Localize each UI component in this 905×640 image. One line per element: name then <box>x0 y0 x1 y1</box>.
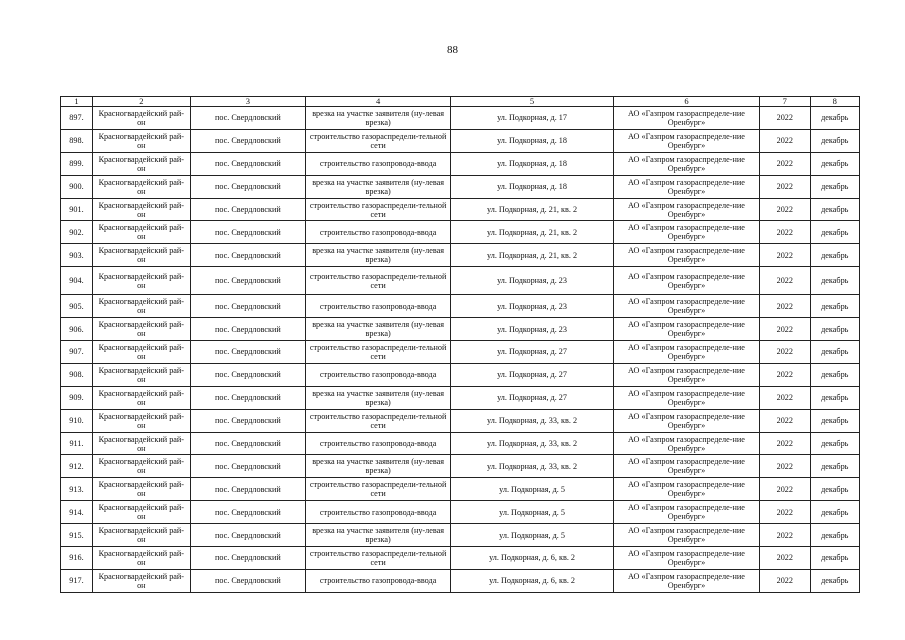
settlement-cell: пос. Свердловский <box>190 455 305 478</box>
page-number: 88 <box>447 44 458 56</box>
table-row <box>61 267 860 295</box>
organization-cell: АО «Газпром газораспределе-ние Оренбург» <box>613 455 759 478</box>
month-cell: декабрь <box>810 152 859 175</box>
month-cell: декабрь <box>810 221 859 244</box>
address-cell: ул. Подкорная, д. 23 <box>451 267 614 295</box>
organization-cell: АО «Газпром газораспределе-ние Оренбург» <box>613 175 759 198</box>
organization-cell: АО «Газпром газораспределе-ние Оренбург» <box>613 547 759 570</box>
month-cell: декабрь <box>810 267 859 295</box>
table-row <box>61 501 860 524</box>
settlement-cell: пос. Свердловский <box>190 244 305 267</box>
row-number: 917. <box>61 569 93 592</box>
year-cell: 2022 <box>760 267 810 295</box>
address-cell: ул. Подкорная, д. 5 <box>451 478 614 501</box>
address-cell: ул. Подкорная, д. 18 <box>451 129 614 152</box>
address-cell: ул. Подкорная, д. 27 <box>451 341 614 364</box>
work-type-cell: врезка на участке заявителя (ну-левая врезка) <box>306 318 451 341</box>
column-header-settlement: 3 <box>190 97 305 107</box>
district-cell: Красногвардейский рай-он <box>92 198 190 221</box>
year-cell: 2022 <box>760 295 810 318</box>
header-row <box>61 97 860 107</box>
row-number: 909. <box>61 386 93 409</box>
settlement-cell: пос. Свердловский <box>190 318 305 341</box>
month-cell: декабрь <box>810 244 859 267</box>
year-cell: 2022 <box>760 152 810 175</box>
row-number: 904. <box>61 267 93 295</box>
table-row <box>61 569 860 592</box>
organization-cell: АО «Газпром газораспределе-ние Оренбург» <box>613 107 759 130</box>
address-cell: ул. Подкорная, д. 5 <box>451 524 614 547</box>
column-header-work: 4 <box>306 97 451 107</box>
month-cell: декабрь <box>810 386 859 409</box>
work-type-cell: врезка на участке заявителя (ну-левая врезка) <box>306 524 451 547</box>
year-cell: 2022 <box>760 129 810 152</box>
month-cell: декабрь <box>810 501 859 524</box>
address-cell: ул. Подкорная, д. 6, кв. 2 <box>451 547 614 570</box>
district-cell: Красногвардейский рай-он <box>92 295 190 318</box>
address-cell: ул. Подкорная, д. 5 <box>451 501 614 524</box>
table-row <box>61 341 860 364</box>
month-cell: декабрь <box>810 409 859 432</box>
district-cell: Красногвардейский рай-он <box>92 455 190 478</box>
settlement-cell: пос. Свердловский <box>190 267 305 295</box>
settlement-cell: пос. Свердловский <box>190 478 305 501</box>
year-cell: 2022 <box>760 198 810 221</box>
address-cell: ул. Подкорная, д. 33, кв. 2 <box>451 409 614 432</box>
settlement-cell: пос. Свердловский <box>190 501 305 524</box>
year-cell: 2022 <box>760 409 810 432</box>
district-cell: Красногвардейский рай-он <box>92 363 190 386</box>
address-cell: ул. Подкорная, д. 21, кв. 2 <box>451 244 614 267</box>
settlement-cell: пос. Свердловский <box>190 221 305 244</box>
table-row <box>61 318 860 341</box>
year-cell: 2022 <box>760 547 810 570</box>
month-cell: декабрь <box>810 318 859 341</box>
address-cell: ул. Подкорная, д. 18 <box>451 175 614 198</box>
work-type-cell: врезка на участке заявителя (ну-левая врезка) <box>306 175 451 198</box>
settlement-cell: пос. Свердловский <box>190 295 305 318</box>
work-type-cell: строительство газораспредели-тельной сети <box>306 341 451 364</box>
year-cell: 2022 <box>760 386 810 409</box>
district-cell: Красногвардейский рай-он <box>92 318 190 341</box>
row-number: 907. <box>61 341 93 364</box>
column-header-address: 5 <box>451 97 614 107</box>
year-cell: 2022 <box>760 524 810 547</box>
organization-cell: АО «Газпром газораспределе-ние Оренбург» <box>613 363 759 386</box>
work-type-cell: строительство газопровода-ввода <box>306 295 451 318</box>
column-header-organization: 6 <box>613 97 759 107</box>
month-cell: декабрь <box>810 455 859 478</box>
organization-cell: АО «Газпром газораспределе-ние Оренбург» <box>613 386 759 409</box>
district-cell: Красногвардейский рай-он <box>92 569 190 592</box>
month-cell: декабрь <box>810 569 859 592</box>
organization-cell: АО «Газпром газораспределе-ние Оренбург» <box>613 221 759 244</box>
year-cell: 2022 <box>760 432 810 455</box>
work-type-cell: строительство газопровода-ввода <box>306 432 451 455</box>
organization-cell: АО «Газпром газораспределе-ние Оренбург» <box>613 295 759 318</box>
table-row <box>61 409 860 432</box>
table-row <box>61 152 860 175</box>
year-cell: 2022 <box>760 244 810 267</box>
row-number: 915. <box>61 524 93 547</box>
organization-cell: АО «Газпром газораспределе-ние Оренбург» <box>613 152 759 175</box>
month-cell: декабрь <box>810 547 859 570</box>
district-cell: Красногвардейский рай-он <box>92 152 190 175</box>
work-type-cell: врезка на участке заявителя (ну-левая врезка) <box>306 107 451 130</box>
district-cell: Красногвардейский рай-он <box>92 478 190 501</box>
address-cell: ул. Подкорная, д. 17 <box>451 107 614 130</box>
table-header <box>61 97 860 107</box>
row-number: 899. <box>61 152 93 175</box>
district-cell: Красногвардейский рай-он <box>92 175 190 198</box>
column-header-district: 2 <box>92 97 190 107</box>
table-row <box>61 244 860 267</box>
organization-cell: АО «Газпром газораспределе-ние Оренбург» <box>613 432 759 455</box>
district-cell: Красногвардейский рай-он <box>92 409 190 432</box>
table-row <box>61 295 860 318</box>
work-type-cell: строительство газопровода-ввода <box>306 501 451 524</box>
settlement-cell: пос. Свердловский <box>190 341 305 364</box>
organization-cell: АО «Газпром газораспределе-ние Оренбург» <box>613 569 759 592</box>
district-cell: Красногвардейский рай-он <box>92 341 190 364</box>
month-cell: декабрь <box>810 363 859 386</box>
month-cell: декабрь <box>810 107 859 130</box>
table-row <box>61 198 860 221</box>
district-cell: Красногвардейский рай-он <box>92 221 190 244</box>
district-cell: Красногвардейский рай-он <box>92 386 190 409</box>
settlement-cell: пос. Свердловский <box>190 107 305 130</box>
month-cell: декабрь <box>810 175 859 198</box>
row-number: 906. <box>61 318 93 341</box>
row-number: 902. <box>61 221 93 244</box>
organization-cell: АО «Газпром газораспределе-ние Оренбург» <box>613 198 759 221</box>
row-number: 912. <box>61 455 93 478</box>
address-cell: ул. Подкорная, д. 21, кв. 2 <box>451 221 614 244</box>
year-cell: 2022 <box>760 221 810 244</box>
address-cell: ул. Подкорная, д. 33, кв. 2 <box>451 455 614 478</box>
work-type-cell: строительство газопровода-ввода <box>306 221 451 244</box>
row-number: 897. <box>61 107 93 130</box>
settlement-cell: пос. Свердловский <box>190 363 305 386</box>
table-row <box>61 478 860 501</box>
address-cell: ул. Подкорная, д. 18 <box>451 152 614 175</box>
address-cell: ул. Подкорная, д. 23 <box>451 295 614 318</box>
table-row <box>61 547 860 570</box>
settlement-cell: пос. Свердловский <box>190 524 305 547</box>
column-header-year: 7 <box>760 97 810 107</box>
address-cell: ул. Подкорная, д. 21, кв. 2 <box>451 198 614 221</box>
year-cell: 2022 <box>760 478 810 501</box>
month-cell: декабрь <box>810 478 859 501</box>
address-cell: ул. Подкорная, д. 33, кв. 2 <box>451 432 614 455</box>
column-header-month: 8 <box>810 97 859 107</box>
month-cell: декабрь <box>810 295 859 318</box>
district-cell: Красногвардейский рай-он <box>92 547 190 570</box>
organization-cell: АО «Газпром газораспределе-ние Оренбург» <box>613 341 759 364</box>
table-row <box>61 432 860 455</box>
row-number: 913. <box>61 478 93 501</box>
settlement-cell: пос. Свердловский <box>190 386 305 409</box>
work-type-cell: врезка на участке заявителя (ну-левая врезка) <box>306 244 451 267</box>
district-cell: Красногвардейский рай-он <box>92 432 190 455</box>
work-type-cell: строительство газораспредели-тельной сети <box>306 409 451 432</box>
month-cell: декабрь <box>810 198 859 221</box>
table-row <box>61 107 860 130</box>
address-cell: ул. Подкорная, д. 27 <box>451 363 614 386</box>
table-row <box>61 129 860 152</box>
work-type-cell: строительство газораспредели-тельной сети <box>306 129 451 152</box>
column-header-number: 1 <box>61 97 93 107</box>
settlement-cell: пос. Свердловский <box>190 409 305 432</box>
row-number: 910. <box>61 409 93 432</box>
settlement-cell: пос. Свердловский <box>190 129 305 152</box>
table-row <box>61 175 860 198</box>
row-number: 916. <box>61 547 93 570</box>
work-type-cell: строительство газопровода-ввода <box>306 152 451 175</box>
settlement-cell: пос. Свердловский <box>190 175 305 198</box>
work-type-cell: строительство газораспредели-тельной сети <box>306 478 451 501</box>
district-cell: Красногвардейский рай-он <box>92 501 190 524</box>
month-cell: декабрь <box>810 129 859 152</box>
organization-cell: АО «Газпром газораспределе-ние Оренбург» <box>613 129 759 152</box>
settlement-cell: пос. Свердловский <box>190 569 305 592</box>
work-type-cell: строительство газораспредели-тельной сети <box>306 198 451 221</box>
work-type-cell: строительство газораспредели-тельной сети <box>306 267 451 295</box>
year-cell: 2022 <box>760 107 810 130</box>
row-number: 911. <box>61 432 93 455</box>
year-cell: 2022 <box>760 455 810 478</box>
settlement-cell: пос. Свердловский <box>190 547 305 570</box>
work-type-cell: строительство газопровода-ввода <box>306 569 451 592</box>
district-cell: Красногвардейский рай-он <box>92 244 190 267</box>
year-cell: 2022 <box>760 363 810 386</box>
table-row <box>61 221 860 244</box>
organization-cell: АО «Газпром газораспределе-ние Оренбург» <box>613 267 759 295</box>
month-cell: декабрь <box>810 524 859 547</box>
table-row <box>61 524 860 547</box>
year-cell: 2022 <box>760 318 810 341</box>
address-cell: ул. Подкорная, д. 6, кв. 2 <box>451 569 614 592</box>
settlement-cell: пос. Свердловский <box>190 198 305 221</box>
settlement-cell: пос. Свердловский <box>190 152 305 175</box>
organization-cell: АО «Газпром газораспределе-ние Оренбург» <box>613 478 759 501</box>
district-cell: Красногвардейский рай-он <box>92 524 190 547</box>
row-number: 903. <box>61 244 93 267</box>
row-number: 908. <box>61 363 93 386</box>
year-cell: 2022 <box>760 175 810 198</box>
settlement-cell: пос. Свердловский <box>190 432 305 455</box>
work-type-cell: врезка на участке заявителя (ну-левая врезка) <box>306 386 451 409</box>
organization-cell: АО «Газпром газораспределе-ние Оренбург» <box>613 318 759 341</box>
address-cell: ул. Подкорная, д. 23 <box>451 318 614 341</box>
row-number: 900. <box>61 175 93 198</box>
year-cell: 2022 <box>760 569 810 592</box>
table-row <box>61 386 860 409</box>
district-cell: Красногвардейский рай-он <box>92 267 190 295</box>
work-type-cell: строительство газопровода-ввода <box>306 363 451 386</box>
organization-cell: АО «Газпром газораспределе-ние Оренбург» <box>613 409 759 432</box>
organization-cell: АО «Газпром газораспределе-ние Оренбург» <box>613 244 759 267</box>
month-cell: декабрь <box>810 341 859 364</box>
district-cell: Красногвардейский рай-он <box>92 129 190 152</box>
year-cell: 2022 <box>760 341 810 364</box>
table-row <box>61 455 860 478</box>
organization-cell: АО «Газпром газораспределе-ние Оренбург» <box>613 524 759 547</box>
row-number: 914. <box>61 501 93 524</box>
district-cell: Красногвардейский рай-он <box>92 107 190 130</box>
row-number: 905. <box>61 295 93 318</box>
table-row <box>61 363 860 386</box>
address-cell: ул. Подкорная, д. 27 <box>451 386 614 409</box>
table-body <box>61 107 860 593</box>
gas-works-table <box>60 96 860 593</box>
year-cell: 2022 <box>760 501 810 524</box>
work-type-cell: строительство газораспредели-тельной сети <box>306 547 451 570</box>
work-type-cell: врезка на участке заявителя (ну-левая врезка) <box>306 455 451 478</box>
row-number: 901. <box>61 198 93 221</box>
month-cell: декабрь <box>810 432 859 455</box>
row-number: 898. <box>61 129 93 152</box>
organization-cell: АО «Газпром газораспределе-ние Оренбург» <box>613 501 759 524</box>
